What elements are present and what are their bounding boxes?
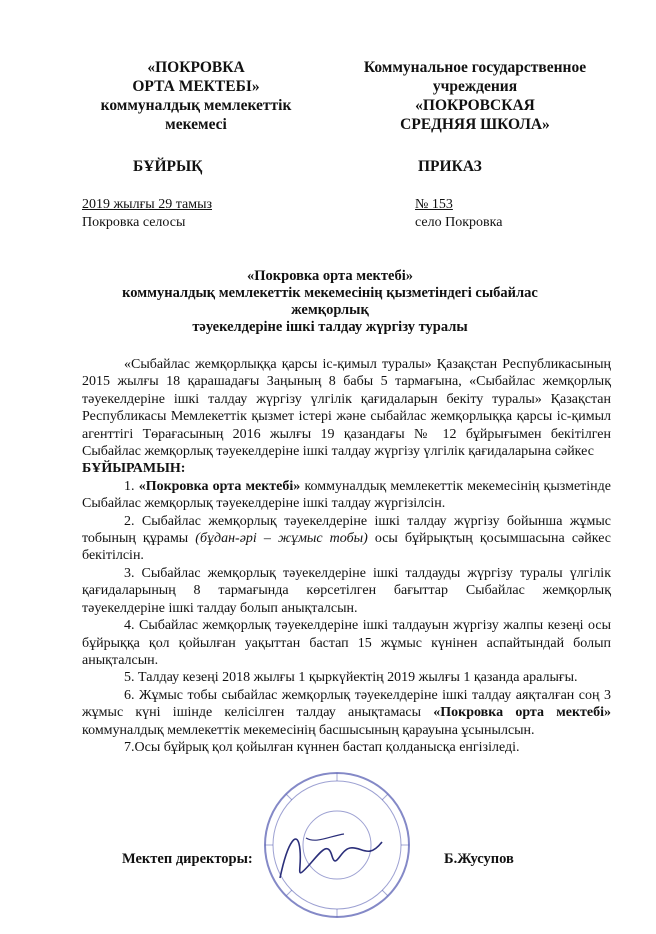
place-ru: село Покровка bbox=[415, 215, 503, 230]
order-title bbox=[60, 268, 600, 336]
item-2 bbox=[82, 513, 611, 565]
header-right-line: Коммунальное государственное bbox=[363, 59, 587, 76]
order-body bbox=[82, 356, 611, 756]
director-signature bbox=[270, 820, 390, 890]
header-left-line: «ПОКРОВКА bbox=[147, 59, 245, 76]
header-right-line: «ПОКРОВСКАЯ bbox=[415, 97, 535, 114]
title-line: «Покровка орта мектебі» bbox=[247, 268, 413, 284]
item-1 bbox=[82, 478, 611, 513]
school-name: «Покровка орта мектебі» bbox=[433, 705, 612, 721]
item-7: 7.Осы бұйрық қол қойылған күннен бастап қолданысқа енгізіледі. bbox=[124, 739, 520, 755]
item-6-text: 6. Жұмыс тобы сыбайлас жемқорлық тәуекелдеріне ішкі талдау аяқталған соң 3 жұмыс күні ішінде келісілген талдау анықтамасы bbox=[82, 687, 611, 721]
header-left-kz bbox=[66, 58, 326, 134]
header-right-ru bbox=[330, 58, 620, 134]
order-number: № 153 bbox=[415, 197, 453, 212]
order-heading-kz: БҰЙРЫҚ bbox=[133, 158, 203, 175]
place-kz: Покровка селосы bbox=[82, 215, 186, 230]
item-6 bbox=[82, 687, 611, 739]
item-1-num: 1. bbox=[124, 478, 139, 494]
signer-name: Б.Жусупов bbox=[444, 851, 514, 867]
order-date: 2019 жылғы 29 тамыз bbox=[82, 197, 213, 212]
item-1-text: коммуналдық мемлекеттік мекемесінің қызметінде Сыбайлас жемқорлық тәуекелдеріне ішкі талдау жүргізілсін. bbox=[82, 478, 612, 512]
header-left-line: мекемесі bbox=[165, 116, 227, 133]
item-3: 3. Сыбайлас жемқорлық тәуекелдеріне ішкі талдауды жүргізу туралы үлгілік қағидаларының 8 тармағында көрсетілген бағыттар Сыбайлас жемқорлық тәуекелдеріне ішкі талдау болып анықталсын. bbox=[82, 565, 611, 616]
item-2-tail: осы бұйрықтың қосымшасына сәйкес бекітілсін. bbox=[82, 531, 611, 564]
item-2-text: 2. Сыбайлас жемқорлық тәуекелдеріне ішкі талдау жүргізу бойынша жұмыс тобының құрамы bbox=[82, 513, 611, 547]
title-line: коммуналдық мемлекеттік мекемесінің қызметіндегі сыбайлас bbox=[122, 285, 538, 301]
item-4: 4. Сыбайлас жемқорлық тәуекелдеріне ішкі талдауын жүргізу жалпы кезеңі осы бұйрыққа қол қойылған уақыттан бастап 15 жұмыс күнінен аспайтындай болып анықталсын. bbox=[82, 618, 611, 668]
header-right-line: СРЕДНЯЯ ШКОЛА» bbox=[400, 116, 550, 133]
meta-right bbox=[415, 196, 502, 232]
preamble: «Сыбайлас жемқорлыққа қарсы іс-қимыл туралы» Қазақстан Республикасының 2015 жылғы 18 қарашадағы Заңының 8 бабы 5 тармағына, «Сыбайлас жемқорлық тәуекелдеріне ішкі талдау жүргізу үлгілік қағидаларын бекіту туралы» Қазақстан Республикасы Мемлекеттік қызмет істері және сыбайлас жемқорлыққа қарсы іс-қимыл агенттігі Төрағасының 2016 жылғы 19 қазандағы № 12 бұйрығымен бекітілген Сыбайлас жемқорлық тәуекелдеріне ішкі талдау жүргізу үлгілік қағидаларына сәйкес bbox=[82, 357, 611, 460]
order-word: БҰЙЫРАМЫН: bbox=[82, 461, 186, 477]
order-heading-ru: ПРИКАЗ bbox=[418, 158, 482, 175]
header-left-line: ОРТА МЕКТЕБІ» bbox=[132, 78, 260, 95]
signer-title: Мектеп директоры: bbox=[122, 851, 253, 867]
school-name: «Покровка орта мектебі» bbox=[138, 478, 301, 494]
item-2-note: (бұдан-әрі – жұмыс тобы) bbox=[195, 531, 368, 547]
item-5: 5. Талдау кезеңі 2018 жылғы 1 қыркүйектің 2019 жылғы 1 қазанда аралығы. bbox=[124, 670, 578, 686]
header-left-line: коммуналдық мемлекеттік bbox=[100, 97, 292, 114]
title-line: тәуекелдеріне ішкі талдау жүргізу туралы bbox=[192, 319, 468, 335]
item-6-tail: коммуналдық мемлекеттік мекемесінің басшысының қарауына ұсынылсын. bbox=[82, 722, 535, 738]
header-right-line: учреждения bbox=[432, 78, 518, 95]
title-line: жемқорлық bbox=[291, 302, 369, 318]
meta-left bbox=[82, 196, 212, 232]
